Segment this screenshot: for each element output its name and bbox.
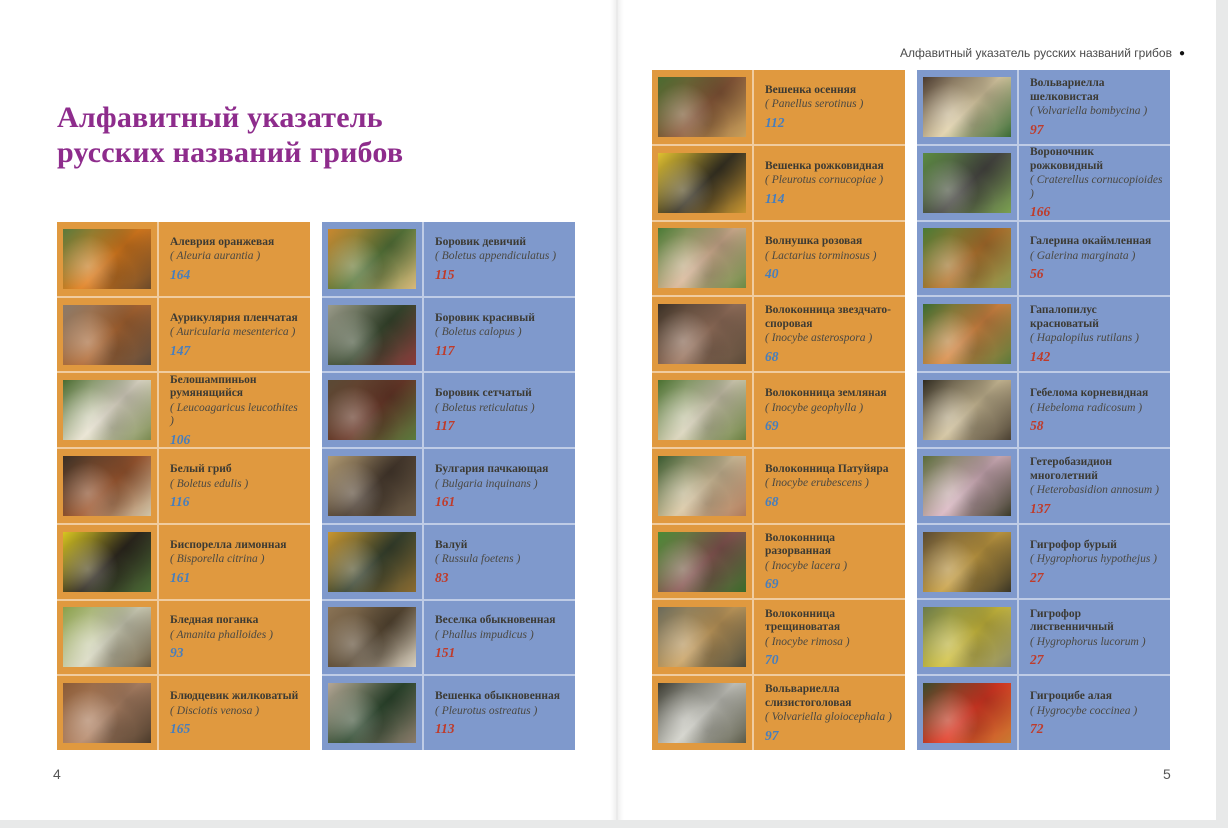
entry-latin-name: ( Aleuria aurantia ) <box>170 250 261 263</box>
index-column-right-2 <box>917 70 1170 750</box>
entry-name: Вольвариелла шелковистая <box>1030 77 1105 103</box>
index-column-left-1 <box>57 222 310 750</box>
mushroom-photo <box>923 153 1011 213</box>
entry-page-number: 56 <box>1030 266 1044 282</box>
entry-name: Волоконница Патуйяра <box>765 462 889 475</box>
index-entry <box>652 220 905 296</box>
index-entry <box>917 523 1170 599</box>
index-entry <box>322 222 575 296</box>
mushroom-photo <box>923 380 1011 440</box>
entry-page-number: 68 <box>765 348 779 364</box>
entry-page-number: 97 <box>765 727 779 743</box>
entry-latin-name: ( Boletus appendiculatus ) <box>435 250 557 263</box>
index-entry <box>57 296 310 372</box>
photo-cell <box>652 449 754 523</box>
entry-page-number: 166 <box>1030 204 1051 220</box>
index-entry <box>652 144 905 220</box>
mushroom-photo <box>63 683 151 743</box>
entry-name: Волоконница звездчато-споровая <box>765 304 892 330</box>
mushroom-photo <box>923 228 1011 288</box>
index-entry <box>917 70 1170 144</box>
page-title-line2: русских названий грибов <box>57 136 404 170</box>
entry-latin-name: ( Boletus calopus ) <box>435 326 522 339</box>
entry-name: Волоконница земляная <box>765 387 887 400</box>
photo-cell <box>57 298 159 372</box>
entry-text <box>754 449 905 523</box>
entry-latin-name: ( Volvariella bombycina ) <box>1030 105 1148 118</box>
index-entry <box>57 371 310 447</box>
entry-name: Волнушка розовая <box>765 235 863 248</box>
entry-text <box>754 373 905 447</box>
mushroom-photo <box>923 683 1011 743</box>
entry-latin-name: ( Inocybe lacera ) <box>765 559 848 572</box>
page-title <box>57 100 577 171</box>
entry-name: Вороночник рожковидный <box>1030 146 1104 172</box>
mushroom-photo <box>63 229 151 289</box>
mushroom-photo <box>658 228 746 288</box>
photo-cell <box>652 676 754 750</box>
photo-cell <box>917 525 1019 599</box>
entry-text <box>159 222 310 296</box>
entry-text <box>159 449 310 523</box>
entry-text <box>754 600 905 674</box>
entry-latin-name: ( Boletus reticulatus ) <box>435 401 535 414</box>
entry-page-number: 151 <box>435 645 456 661</box>
entry-page-number: 97 <box>1030 121 1044 137</box>
entry-name: Биспорелла лимонная <box>170 538 287 551</box>
entry-text <box>424 222 575 296</box>
entry-name: Гигрофор лиственничный <box>1030 607 1114 634</box>
entry-latin-name: ( Pleurotus ostreatus ) <box>435 704 538 717</box>
index-entry <box>322 371 575 447</box>
photo-cell <box>652 373 754 447</box>
photo-cell <box>652 146 754 220</box>
entry-page-number: 113 <box>435 721 455 737</box>
entry-page-number: 93 <box>170 645 184 661</box>
page-title-line1: Алфавитный указатель <box>57 101 383 134</box>
entry-page-number: 147 <box>170 342 191 358</box>
index-entry <box>322 599 575 675</box>
entry-page-number: 161 <box>435 494 456 510</box>
entry-page-number: 70 <box>765 652 779 668</box>
index-entry <box>57 222 310 296</box>
index-entry <box>57 523 310 599</box>
mushroom-photo <box>328 305 416 365</box>
entry-name: Боровик девичий <box>435 235 527 248</box>
entry-name: Вешенка обыкновенная <box>435 690 561 703</box>
entry-latin-name: ( Auricularia mesenterica ) <box>170 326 296 339</box>
entry-page-number: 114 <box>765 190 785 206</box>
photo-cell <box>322 222 424 296</box>
entry-latin-name: ( Hebeloma radicosum ) <box>1030 401 1143 414</box>
entry-text <box>1019 146 1170 220</box>
entry-text <box>424 449 575 523</box>
entry-latin-name: ( Inocybe erubescens ) <box>765 477 869 490</box>
mushroom-photo <box>63 380 151 440</box>
mushroom-photo <box>658 153 746 213</box>
mushroom-photo <box>328 607 416 667</box>
index-entry <box>652 447 905 523</box>
entry-page-number: 116 <box>170 494 190 510</box>
entry-page-number: 68 <box>765 493 779 509</box>
entry-text <box>159 676 310 750</box>
index-entry <box>917 674 1170 750</box>
entry-name: Боровик сетчатый <box>435 387 532 400</box>
index-entry <box>652 598 905 674</box>
entry-page-number: 115 <box>435 266 455 282</box>
entry-latin-name: ( Heterobasidion annosum ) <box>1030 484 1159 497</box>
mushroom-photo <box>328 380 416 440</box>
photo-cell <box>652 297 754 371</box>
entry-name: Гетеробазидион многолетний <box>1030 456 1113 482</box>
entry-name: Волоконница разорванная <box>765 531 835 558</box>
entry-name: Блюдцевик жилковатый <box>170 690 299 703</box>
entry-latin-name: ( Bulgaria inquinans ) <box>435 477 538 490</box>
entry-page-number: 40 <box>765 266 779 282</box>
photo-cell <box>322 525 424 599</box>
entry-latin-name: ( Inocybe rimosa ) <box>765 635 850 648</box>
mushroom-photo <box>63 305 151 365</box>
photo-cell <box>652 70 754 144</box>
mushroom-photo <box>63 607 151 667</box>
photo-cell <box>917 70 1019 144</box>
entry-latin-name: ( Hygrophorus hypothejus ) <box>1030 553 1158 566</box>
photo-cell <box>917 600 1019 674</box>
index-entry <box>322 523 575 599</box>
mushroom-photo <box>658 380 746 440</box>
entry-page-number: 27 <box>1030 569 1044 585</box>
index-entry <box>917 295 1170 371</box>
index-entry <box>57 674 310 750</box>
entry-latin-name: ( Bisporella citrina ) <box>170 553 265 566</box>
index-entry <box>917 447 1170 523</box>
entry-text <box>159 525 310 599</box>
entry-latin-name: ( Hygrophorus lucorum ) <box>1030 635 1146 648</box>
page-number-right: 5 <box>1163 766 1171 782</box>
mushroom-photo <box>923 532 1011 592</box>
index-column-left-2 <box>322 222 575 750</box>
index-entry <box>652 70 905 144</box>
page-number-left: 4 <box>53 766 61 782</box>
photo-cell <box>917 373 1019 447</box>
entry-name: Боровик красивый <box>435 311 535 324</box>
entry-page-number: 117 <box>435 342 455 358</box>
photo-cell <box>917 146 1019 220</box>
entry-latin-name: ( Phallus impudicus ) <box>435 628 534 641</box>
entry-name: Гигроцибе алая <box>1030 690 1112 703</box>
photo-cell <box>917 297 1019 371</box>
mushroom-photo <box>658 77 746 137</box>
entry-text <box>754 676 905 750</box>
entry-name: Вешенка рожковидная <box>765 159 884 172</box>
entry-latin-name: ( Hapalopilus rutilans ) <box>1030 332 1139 345</box>
entry-text <box>424 298 575 372</box>
photo-cell <box>57 222 159 296</box>
index-entry <box>652 523 905 599</box>
entry-text <box>159 601 310 675</box>
entry-name: Вешенка осенняя <box>765 83 857 96</box>
photo-cell <box>322 373 424 447</box>
index-entry <box>57 447 310 523</box>
entry-name: Вольвариелла слизистоголовая <box>765 683 852 709</box>
mushroom-photo <box>923 456 1011 516</box>
mushroom-photo <box>328 683 416 743</box>
entry-page-number: 27 <box>1030 652 1044 668</box>
entry-page-number: 137 <box>1030 500 1051 516</box>
entry-name: Волоконница трещиноватая <box>765 607 841 634</box>
entry-page-number: 106 <box>170 431 191 447</box>
entry-latin-name: ( Russula foetens ) <box>435 553 521 566</box>
entry-name: Галерина окаймленная <box>1030 235 1152 248</box>
entry-text <box>754 222 905 296</box>
photo-cell <box>917 222 1019 296</box>
entry-text <box>1019 676 1170 750</box>
entry-text <box>1019 525 1170 599</box>
entry-text <box>754 297 905 371</box>
mushroom-photo <box>658 607 746 667</box>
photo-cell <box>652 525 754 599</box>
entry-text <box>159 298 310 372</box>
mushroom-photo <box>328 456 416 516</box>
entry-name: Валуй <box>435 538 468 551</box>
entry-text <box>1019 70 1170 144</box>
photo-cell <box>57 525 159 599</box>
entry-latin-name: ( Galerina marginata ) <box>1030 249 1136 262</box>
index-entry <box>652 371 905 447</box>
entry-page-number: 164 <box>170 266 191 282</box>
entry-page-number: 69 <box>765 418 779 434</box>
entry-name: Белошампиньон румянящийся <box>170 373 257 400</box>
entry-name: Булгария пачкающая <box>435 463 549 476</box>
entry-text <box>424 601 575 675</box>
entry-latin-name: ( Amanita phalloides ) <box>170 628 273 641</box>
photo-cell <box>917 676 1019 750</box>
entry-latin-name: ( Volvariella gloiocephala ) <box>765 711 892 724</box>
photo-cell <box>322 676 424 750</box>
entry-text <box>424 676 575 750</box>
entry-name: Аурикулярия пленчатая <box>170 311 298 324</box>
index-entry <box>917 598 1170 674</box>
index-entry <box>322 296 575 372</box>
entry-name: Веселка обыкновенная <box>435 614 556 627</box>
entry-latin-name: ( Boletus edulis ) <box>170 477 249 490</box>
entry-name: Алеврия оранжевая <box>170 235 275 248</box>
entry-text <box>1019 373 1170 447</box>
entry-page-number: 58 <box>1030 418 1044 434</box>
entry-name: Бледная поганка <box>170 614 259 627</box>
photo-cell <box>57 373 159 447</box>
index-column-right-1 <box>652 70 905 750</box>
mushroom-photo <box>923 304 1011 364</box>
entry-text <box>1019 297 1170 371</box>
photo-cell <box>322 298 424 372</box>
entry-text <box>754 525 905 599</box>
entry-name: Гебелома корневидная <box>1030 387 1149 400</box>
header-bullet-icon: ● <box>1178 48 1185 59</box>
entry-page-number: 165 <box>170 721 191 737</box>
entry-page-number: 117 <box>435 418 455 434</box>
entry-latin-name: ( Lactarius torminosus ) <box>765 249 877 262</box>
entry-latin-name: ( Inocybe geophylla ) <box>765 401 864 414</box>
photo-cell <box>322 449 424 523</box>
entry-latin-name: ( Leucoagaricus leucothites ) <box>170 401 298 428</box>
mushroom-photo <box>658 532 746 592</box>
mushroom-photo <box>923 607 1011 667</box>
mushroom-photo <box>658 456 746 516</box>
index-entry <box>322 674 575 750</box>
entry-text <box>1019 222 1170 296</box>
entry-page-number: 112 <box>765 114 785 130</box>
entry-name: Гигрофор бурый <box>1030 538 1117 551</box>
index-entry <box>917 144 1170 220</box>
mushroom-photo <box>63 456 151 516</box>
entry-page-number: 69 <box>765 576 779 592</box>
mushroom-photo <box>923 77 1011 137</box>
entry-text <box>754 146 905 220</box>
entry-text <box>424 373 575 447</box>
entry-text <box>424 525 575 599</box>
photo-cell <box>322 601 424 675</box>
running-header-text: Алфавитный указатель русских названий грибов <box>900 46 1172 60</box>
running-header <box>600 46 1185 60</box>
index-entry <box>917 371 1170 447</box>
photo-cell <box>57 601 159 675</box>
mushroom-photo <box>63 532 151 592</box>
entry-text <box>1019 600 1170 674</box>
entry-page-number: 72 <box>1030 721 1044 737</box>
photo-cell <box>57 676 159 750</box>
entry-latin-name: ( Hygrocybe coccinea ) <box>1030 704 1138 717</box>
photo-cell <box>917 449 1019 523</box>
entry-latin-name: ( Pleurotus cornucopiae ) <box>765 174 884 187</box>
entry-text <box>159 373 310 447</box>
page-gutter <box>610 0 624 820</box>
entry-latin-name: ( Panellus serotinus ) <box>765 98 864 111</box>
entry-latin-name: ( Inocybe asterospora ) <box>765 332 873 345</box>
photo-cell <box>652 600 754 674</box>
index-entry <box>322 447 575 523</box>
index-entry <box>57 599 310 675</box>
entry-latin-name: ( Craterellus cornucopioides ) <box>1030 174 1163 200</box>
entry-page-number: 142 <box>1030 348 1051 364</box>
entry-text <box>1019 449 1170 523</box>
photo-cell <box>57 449 159 523</box>
index-entry <box>917 220 1170 296</box>
entry-name: Белый гриб <box>170 463 232 476</box>
mushroom-photo <box>658 304 746 364</box>
mushroom-photo <box>328 532 416 592</box>
index-entry <box>652 295 905 371</box>
mushroom-photo <box>658 683 746 743</box>
entry-page-number: 161 <box>170 569 191 585</box>
mushroom-photo <box>328 229 416 289</box>
photo-cell <box>652 222 754 296</box>
entry-name: Гапалопилус красноватый <box>1030 304 1099 330</box>
entry-latin-name: ( Disciotis venosa ) <box>170 704 260 717</box>
index-entry <box>652 674 905 750</box>
entry-page-number: 83 <box>435 569 449 585</box>
entry-text <box>754 70 905 144</box>
